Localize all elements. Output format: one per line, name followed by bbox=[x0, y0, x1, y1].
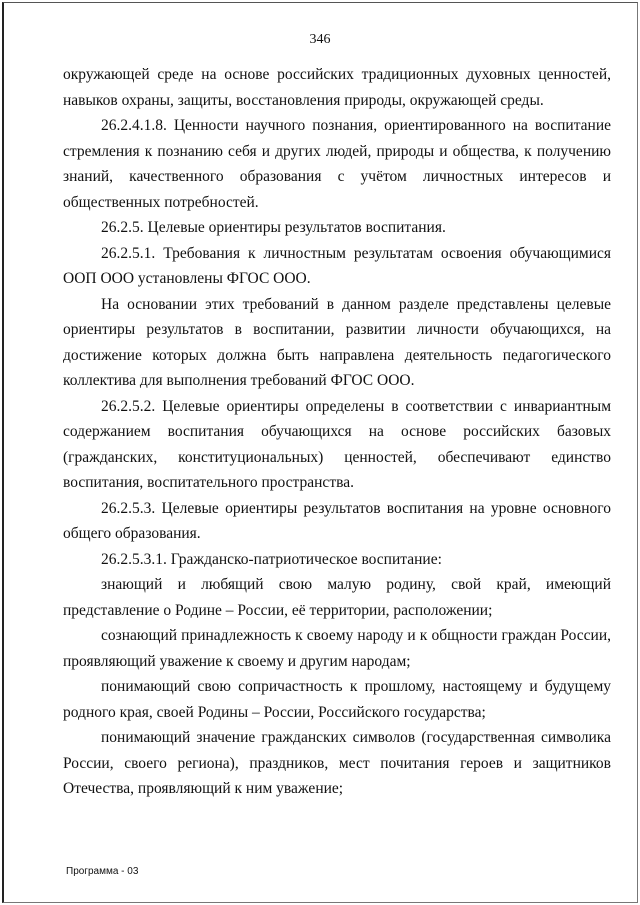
paragraph-26-2-5-2: 26.2.5.2. Целевые ориентиры определены в соответствии с инвариантным содержанием воспитания обучающихся на основе российских базовых (гражданских, конституциональных) ценностей, обеспечивают единство воспитания, воспитательного пространства. bbox=[63, 397, 611, 491]
paragraph-26-2-5-3: 26.2.5.3. Целевые ориентиры результатов воспитания на уровне основного общего образования. bbox=[63, 499, 611, 542]
heading-26-2-5: 26.2.5. Целевые ориентиры результатов воспитания. bbox=[101, 219, 446, 236]
page-number: 346 bbox=[309, 32, 331, 47]
paragraph-continuation: окружающей среде на основе российских традиционных духовных ценностей, навыков охраны, защиты, восстановления природы, окружающей среды. bbox=[63, 66, 611, 109]
document-body bbox=[63, 62, 611, 802]
list-item: сознающий принадлежность к своему народу и к общности граждан России, проявляющий уважение к своему и другим народам; bbox=[63, 627, 611, 670]
footer-program-label: Программа - 03 bbox=[66, 866, 139, 877]
paragraph-26-2-4-1-8: 26.2.4.1.8. Ценности научного познания, ориентированного на воспитание стремления к познанию себя и других людей, природы и общества, к получению знаний, качественного образования с учётом личностных интересов и общественных потребностей. bbox=[63, 117, 611, 211]
list-item: знающий и любящий свою малую родину, свой край, имеющий представление о Родине – России, её территории, расположении; bbox=[63, 576, 611, 619]
list-item: понимающий свою сопричастность к прошлому, настоящему и будущему родного края, своей Родины – России, Российского государства; bbox=[63, 678, 611, 721]
paragraph-basis: На основании этих требований в данном разделе представлены целевые ориентиры результатов в воспитании, развитии личности обучающихся, на достижение которых должна быть направлена деятельность педагогического коллектива для выполнения требований ФГОС ООО. bbox=[63, 295, 611, 389]
list-item: понимающий значение гражданских символов (государственная символика России, своего региона), праздников, мест почитания героев и защитников Отечества, проявляющий к ним уважение; bbox=[63, 729, 611, 797]
paragraph-26-2-5-1: 26.2.5.1. Требования к личностным результатам освоения обучающимися ООП ООО установлены ФГОС ООО. bbox=[63, 244, 611, 287]
heading-26-2-5-3-1: 26.2.5.3.1. Гражданско-патриотическое воспитание: bbox=[101, 550, 442, 568]
